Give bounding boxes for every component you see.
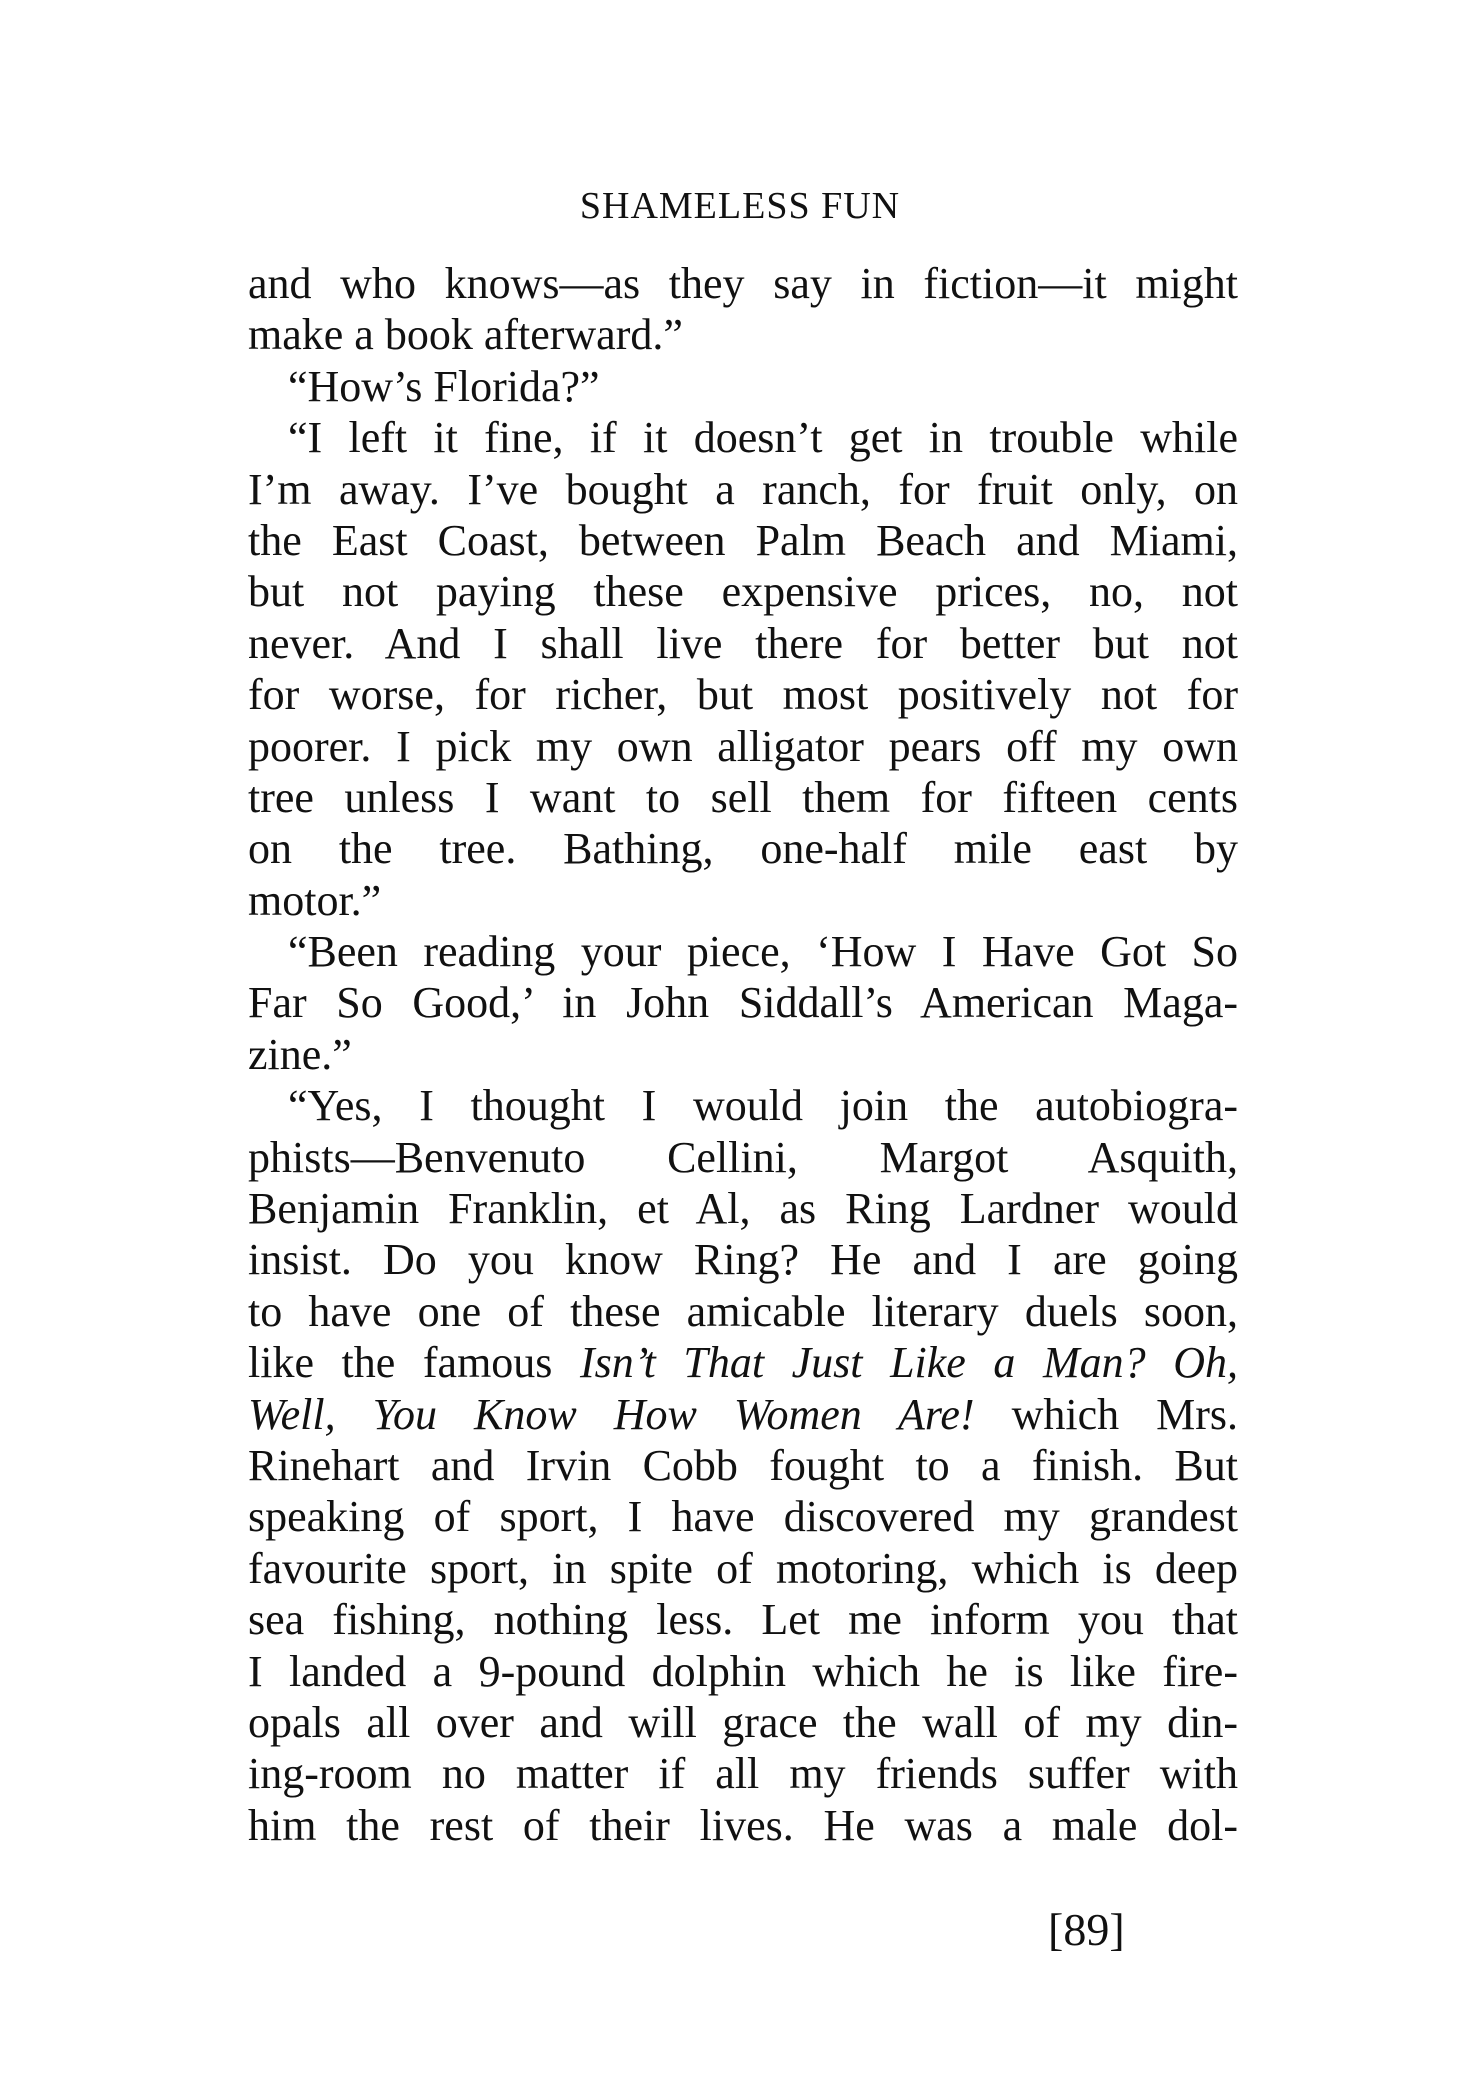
text-line-with-italic-title: Well, You Know How Women Are! which Mrs. xyxy=(248,1389,1239,1439)
text-line: on the tree. Bathing, one-half mile east by xyxy=(248,824,1238,874)
text-line: to have one of these amicable literary duels soon, xyxy=(248,1286,1238,1336)
text-line: Benjamin Franklin, et Al, as Ring Lardner would xyxy=(248,1184,1238,1234)
text-line: for worse, for richer, but most positively not for xyxy=(248,670,1238,720)
italic-title: Well, You Know How Women Are! xyxy=(248,1389,975,1439)
text-line: “Yes, I thought I would join the autobiogra- xyxy=(288,1081,1238,1131)
text-line: “I left it fine, if it doesn’t get in trouble while xyxy=(288,413,1238,463)
text-line: him the rest of their lives. He was a male dol- xyxy=(248,1800,1238,1850)
text-line: tree unless I want to sell them for fifteen cents xyxy=(248,772,1238,822)
text-line: poorer. I pick my own alligator pears off my own xyxy=(248,721,1238,771)
text-line: motor.” xyxy=(248,875,382,925)
text-line: but not paying these expensive prices, no, not xyxy=(248,567,1238,617)
text-line: Rinehart and Irvin Cobb fought to a finish. But xyxy=(248,1440,1238,1490)
text-line: the East Coast, between Palm Beach and Miami, xyxy=(248,515,1238,565)
text-line-with-italic-title: like the famous Isn’t That Just Like a Man? Oh, xyxy=(248,1338,1238,1388)
text-line: I’m away. I’ve bought a ranch, for fruit only, on xyxy=(248,464,1238,514)
text-line: phists—Benvenuto Cellini, Margot Asquith, xyxy=(248,1132,1238,1182)
text-line: and who knows—as they say in fiction—it might xyxy=(248,259,1238,308)
body-text xyxy=(248,258,1238,1851)
text-line: insist. Do you know Ring? He and I are going xyxy=(248,1235,1238,1285)
text-line: Far So Good,’ in John Siddall’s American Maga- xyxy=(248,978,1238,1028)
text-line: I landed a 9-pound dolphin which he is like fire- xyxy=(248,1646,1238,1696)
italic-title: Isn’t That Just Like a Man? Oh, xyxy=(580,1338,1238,1388)
text-line: ing-room no matter if all my friends suffer with xyxy=(248,1749,1238,1799)
text-line: zine.” xyxy=(248,1029,352,1079)
text-line: speaking of sport, I have discovered my grandest xyxy=(248,1492,1238,1542)
text-line: opals all over and will grace the wall of my din- xyxy=(248,1697,1238,1747)
page-number: [89] xyxy=(1048,1904,1125,1955)
text-line: make a book afterward.” xyxy=(248,310,683,360)
running-head: SHAMELESS FUN xyxy=(579,185,901,227)
text-line: favourite sport, in spite of motoring, which is deep xyxy=(248,1543,1238,1593)
text-line: “How’s Florida?” xyxy=(288,361,600,411)
text-line: “Been reading your piece, ‘How I Have Got So xyxy=(288,927,1238,977)
text-line: never. And I shall live there for better but not xyxy=(248,618,1238,668)
text-line: sea fishing, nothing less. Let me inform you that xyxy=(248,1595,1238,1645)
